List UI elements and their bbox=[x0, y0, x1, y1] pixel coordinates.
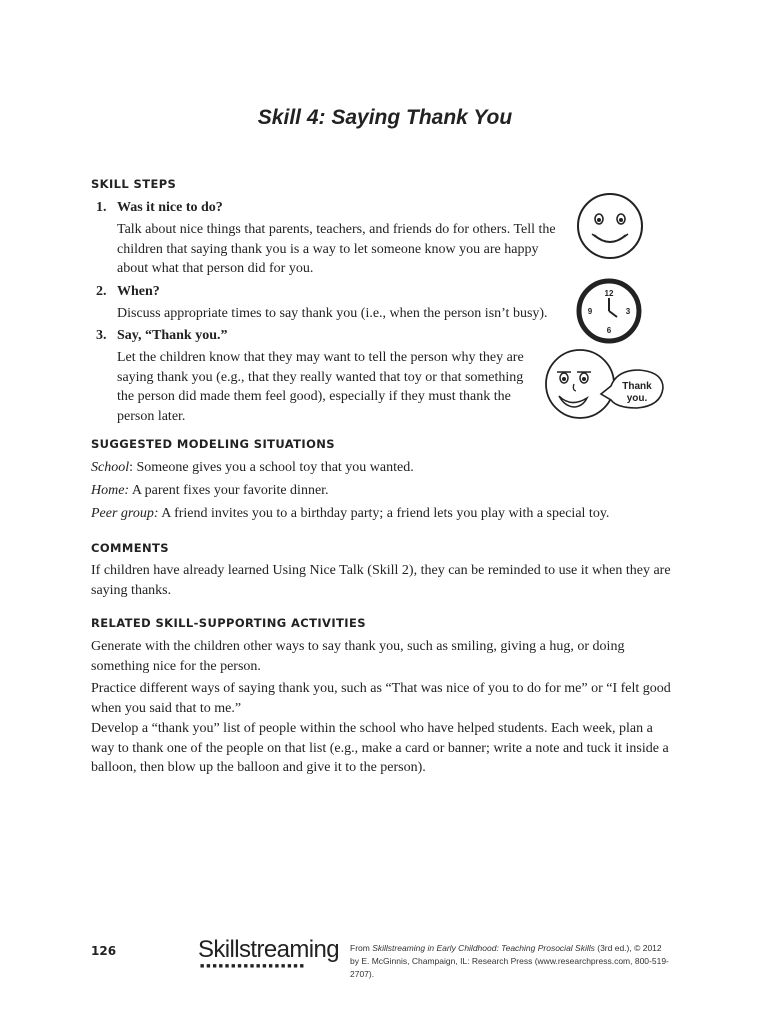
logo-dots-decoration: ■■■■■■■■■■■■■■■■■ bbox=[200, 962, 306, 970]
step-body: Let the children know that they may want to tell the person why they are saying thank you (e.g., that they really wanted that toy or that something the person did made them feel good), especially if they must thank the person later. bbox=[117, 350, 524, 424]
clock-number-9: 9 bbox=[587, 307, 593, 316]
step-title: Say, “Thank you.” bbox=[117, 328, 228, 343]
activity-item: Practice different ways of saying thank you, such as “That was nice of you to do for me” or “I felt good when you said that to me.” bbox=[91, 681, 671, 716]
modeling-item-school: School: Someone gives you a school toy that you wanted. bbox=[91, 460, 414, 475]
page-title: Skill 4: Saying Thank You bbox=[257, 106, 513, 129]
clock-icon bbox=[576, 278, 642, 344]
step-number: 3. bbox=[96, 328, 107, 343]
speech-bubble-line1: Thank bbox=[622, 381, 652, 392]
modeling-text: A friend invites you to a birthday party; a friend lets you play with a special toy. bbox=[158, 506, 610, 521]
skill-step-3 bbox=[91, 326, 611, 426]
step-title: When? bbox=[117, 283, 160, 299]
skill-steps-list bbox=[91, 198, 611, 429]
speech-bubble-line2: you. bbox=[626, 393, 648, 404]
activity-item: Generate with the children other ways to say thank you, such as smiling, giving a hug, or doing something nice for the person. bbox=[91, 639, 625, 674]
modeling-item-home bbox=[91, 481, 671, 501]
comments-heading: COMMENTS bbox=[91, 541, 169, 555]
comments-text: If children have already learned Using Nice Talk (Skill 2), they can be reminded to use it when they are saying thanks. bbox=[91, 563, 671, 598]
credit-book-title: Skillstreaming in Early Childhood: Teaching Prosocial Skills bbox=[372, 943, 595, 953]
activities-heading: RELATED SKILL-SUPPORTING ACTIVITIES bbox=[91, 616, 366, 630]
step-body: Discuss appropriate times to say thank you (i.e., when the person isn’t busy). bbox=[117, 305, 548, 321]
modeling-item-peer-group bbox=[91, 504, 671, 524]
modeling-label: Peer group: bbox=[91, 506, 159, 521]
clock-number-12: 12 bbox=[604, 289, 614, 298]
modeling-text: Someone gives you a school toy that you wanted. bbox=[133, 460, 414, 475]
page-number: 126 bbox=[91, 944, 117, 958]
skill-step-1 bbox=[91, 198, 611, 279]
thank-you-face-icon bbox=[545, 346, 665, 422]
credit-line2: by E. McGinnis, Champaign, IL: Research Press (www.researchpress.com, 800-519-2707). bbox=[350, 956, 669, 979]
clock-number-6: 6 bbox=[606, 326, 612, 335]
step-title: Was it nice to do? bbox=[117, 200, 223, 215]
activity-item: Develop a “thank you” list of people within the school who have helped students. Each week, plan a way to thank one of the people on that list (e.g., make a card or banner; write a note and tuck it inside a balloon, then blow up the balloon and give it to the person). bbox=[91, 721, 669, 775]
modeling-text: A parent fixes your favorite dinner. bbox=[129, 483, 329, 498]
smiley-face-icon bbox=[575, 191, 645, 261]
skill-step-2 bbox=[91, 282, 611, 324]
credit-text: From Skillstreaming in Early Childhood: Teaching Prosocial Skills (3rd ed.), © 2012 by E. McGinnis, Champaign, IL: Research Press (www.researchpress.com, 800-519-2707). bbox=[350, 943, 669, 979]
modeling-label: Home: bbox=[91, 483, 130, 498]
step-number: 1. bbox=[96, 200, 107, 215]
skill-steps-heading: SKILL STEPS bbox=[91, 177, 177, 191]
clock-number-3: 3 bbox=[625, 307, 631, 316]
modeling-label: School bbox=[91, 460, 130, 475]
step-number: 2. bbox=[96, 283, 107, 299]
modeling-heading: SUGGESTED MODELING SITUATIONS bbox=[91, 437, 335, 451]
skillstreaming-logo: Skillstreaming bbox=[198, 936, 339, 963]
step-body: Talk about nice things that parents, teachers, and friends do for others. Tell the children that saying thank you is a way to let someone know you are happy about what that person did for you. bbox=[117, 222, 556, 276]
